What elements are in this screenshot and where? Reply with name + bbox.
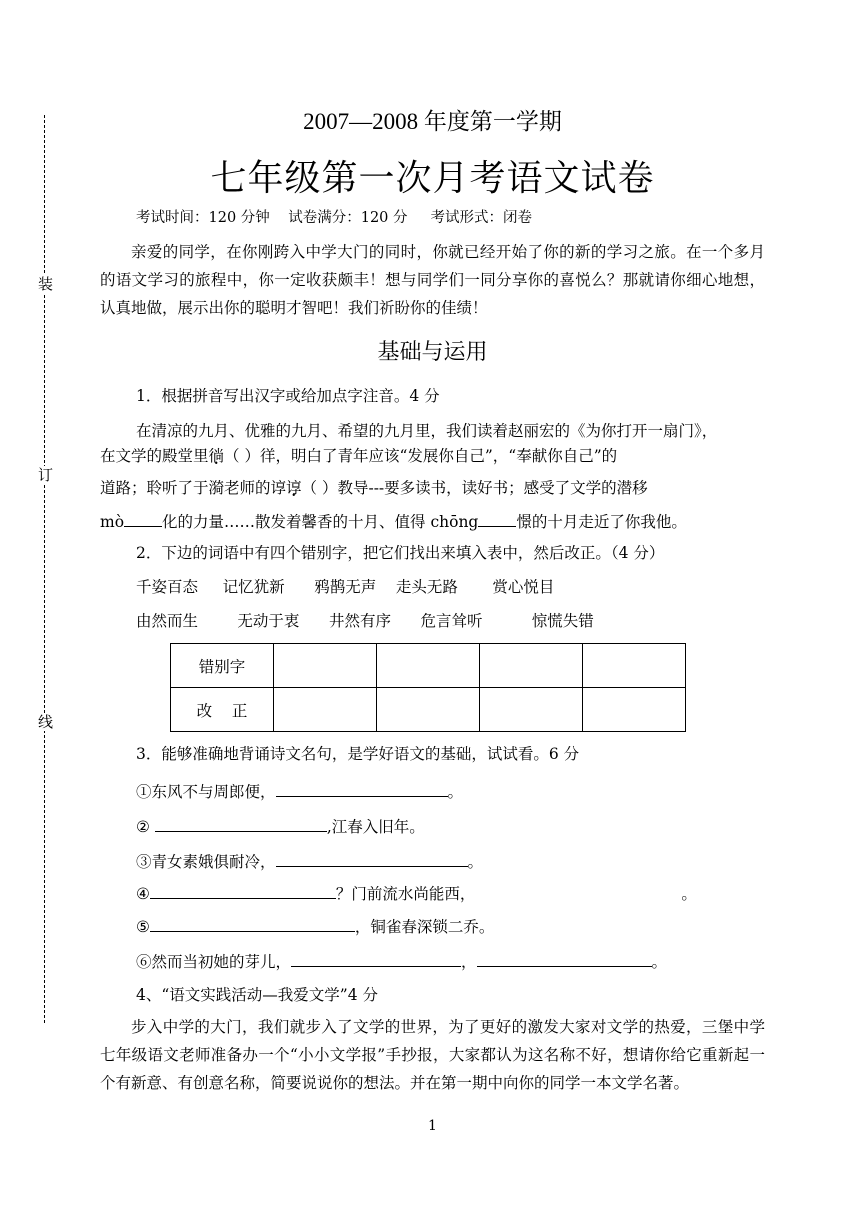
q1-line3-b: （ ）教导---要多读书，读好书；感受了文学的潜移 bbox=[301, 479, 648, 497]
q3-item5 bbox=[136, 915, 494, 937]
year-term-heading: 2007—2008 年度第一学期 bbox=[303, 109, 562, 134]
q1-line1: 在清凉的九月、优雅的九月、希望的九月里，我们读着赵丽宏的《为你打开一扇门》， bbox=[136, 422, 718, 440]
q3-item1-end: 。 bbox=[447, 783, 464, 801]
q3-item3-text: ③青女素娥俱耐冷， bbox=[136, 853, 276, 871]
q3-item5-num: ⑤ bbox=[136, 918, 150, 936]
correction-table bbox=[170, 643, 686, 732]
q2-words-row1: 千姿百态 记忆犹新 鸦鹊无声 走头无路 赏心悦目 bbox=[136, 578, 555, 596]
q3-item4-num: ④ bbox=[136, 885, 150, 903]
q1-line4 bbox=[100, 510, 687, 532]
q3-item2-text: ,江春入旧年。 bbox=[326, 818, 425, 836]
q1-line4-c: 憬的十月走近了你我他。 bbox=[516, 513, 687, 531]
q3-item4 bbox=[136, 882, 697, 904]
q3-item3 bbox=[136, 850, 483, 872]
intro-paragraph: 亲爱的同学，在你刚跨入中学大门的同时，你就已经开始了你的新的学习之旅。在一个多月的语文学习的旅程中，你一定收获颇丰！想与同学们一同分享你的喜悦么？那就请你细心地想，认真地做，展示出你的聪明才智吧！我们祈盼你的佳绩！ bbox=[100, 243, 765, 317]
q3-item1 bbox=[136, 780, 463, 802]
q1-line3-a: 道路；聆听了于漪老师的谆 bbox=[100, 479, 287, 497]
q1-heading: 1．根据拼音写出汉字或给加点字注音。4 分 bbox=[136, 387, 440, 405]
section-title: 基础与运用 bbox=[377, 340, 488, 365]
q3-blank-6b[interactable] bbox=[477, 950, 652, 967]
q3-item4-end: 。 bbox=[681, 885, 697, 903]
q2-heading: 2．下边的词语中有四个错别字，把它们找出来填入表中，然后改正。（4 分） bbox=[136, 544, 665, 562]
q1-line2 bbox=[100, 446, 617, 466]
q3-item5-text: ，铜雀春深锁二乔。 bbox=[354, 918, 495, 936]
q3-heading: 3．能够准确地背诵诗文名句，是学好语文的基础，试试看。6 分 bbox=[136, 745, 580, 763]
exam-title: 七年级第一次月考语文试卷 bbox=[210, 158, 655, 199]
table-cell[interactable] bbox=[377, 644, 480, 688]
binding-char-ding: 订 bbox=[38, 466, 54, 484]
q3-blank-5[interactable] bbox=[150, 915, 355, 932]
q1-blank-chong[interactable] bbox=[478, 510, 516, 527]
table-cell[interactable] bbox=[480, 688, 583, 732]
q3-blank-2[interactable] bbox=[155, 815, 327, 832]
table-header-wrong-char: 错别字 bbox=[171, 644, 274, 688]
q2-words-row2: 由然而生 无动于衷 井然有序 危言耸听 惊慌失错 bbox=[136, 612, 594, 630]
q1-blank-mo[interactable] bbox=[124, 510, 162, 527]
q3-blank-6a[interactable] bbox=[291, 950, 461, 967]
q3-item6-sep: ， bbox=[461, 953, 477, 971]
q4-body: 步入中学的大门，我们就步入了文学的世界，为了更好的激发大家对文学的热爱，三堡中学七年级语文老师准备办一个“小小文学报”手抄报，大家都认为这名称不好，想请你给它重新起一个有新意、有创意名称，简要说说你的想法。并在第一期中向你的同学一本文学名著。 bbox=[100, 1018, 765, 1092]
table-cell[interactable] bbox=[377, 688, 480, 732]
table-cell[interactable] bbox=[480, 644, 583, 688]
q1-line4-b: 化的力量……散发着馨香的十月、值得 chōng bbox=[162, 513, 479, 531]
table-cell[interactable] bbox=[583, 644, 686, 688]
q3-item1-text: ①东风不与周郎便， bbox=[136, 783, 276, 801]
table-cell[interactable] bbox=[274, 688, 377, 732]
q3-item6-end: 。 bbox=[651, 953, 668, 971]
q1-line3 bbox=[100, 478, 648, 498]
q3-blank-3[interactable] bbox=[276, 850, 468, 867]
q3-blank-1[interactable] bbox=[276, 780, 448, 797]
q3-item4-text: ？门前流水尚能西， bbox=[335, 885, 476, 903]
q3-item6 bbox=[136, 950, 667, 972]
table-cell[interactable] bbox=[583, 688, 686, 732]
q4-heading: 4、“语文实践活动—我爱文学”4 分 bbox=[136, 986, 378, 1004]
q3-item2-num: ② bbox=[136, 818, 155, 836]
table-header-correct: 改 正 bbox=[171, 688, 274, 732]
q3-item6-text: ⑥然而当初她的芽儿， bbox=[136, 953, 292, 971]
binding-dashed-line bbox=[44, 115, 45, 1023]
page-number: 1 bbox=[428, 1118, 437, 1134]
q3-item3-end: 。 bbox=[467, 853, 484, 871]
q1-dotted-char-2: 谆 bbox=[286, 479, 302, 497]
q1-dotted-char-1: 徜 bbox=[208, 447, 225, 465]
q3-item2 bbox=[136, 815, 425, 837]
q1-line2-a: 在文学的殿堂里 bbox=[100, 447, 209, 465]
q1-line4-a: mò bbox=[100, 513, 125, 531]
q1-line2-b: （ ）徉，明白了青年应该“发展你自己”，“奉献你自己”的 bbox=[224, 447, 618, 465]
binding-char-xian: 线 bbox=[38, 713, 54, 731]
table-cell[interactable] bbox=[274, 644, 377, 688]
q3-blank-4a[interactable] bbox=[150, 882, 336, 899]
table-row bbox=[171, 688, 686, 732]
exam-info: 考试时间：120 分钟 试卷满分：120 分 考试形式：闭卷 bbox=[136, 210, 533, 226]
binding-char-zhuang: 装 bbox=[38, 275, 54, 293]
table-row bbox=[171, 644, 686, 688]
